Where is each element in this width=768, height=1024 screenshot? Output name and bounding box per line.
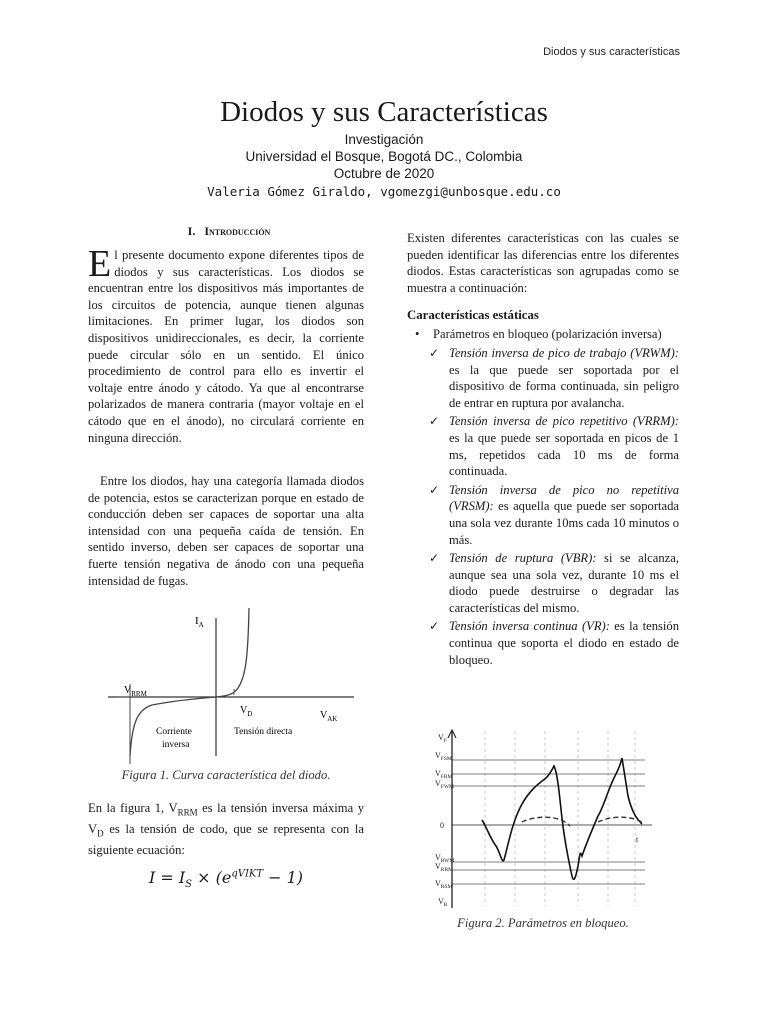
- label-forward: Tensión directa: [234, 727, 293, 737]
- parameter-list: [407, 345, 679, 668]
- parameter-item: [407, 482, 679, 548]
- forward-curve: [216, 608, 249, 697]
- label-vak: $V_{AK}$: [320, 710, 338, 723]
- section-title: Introducción: [204, 224, 271, 238]
- figure-2: [430, 726, 660, 911]
- parameter-item: [407, 550, 679, 616]
- parameter-term: Tensión inversa de pico de trabajo (VRWM):: [449, 345, 679, 360]
- figure-1-explanation: En la figura 1, $V_{RRM}$ es la tensión inversa máxima y $V_D$ es la tensión de codo, que se representa con la siguiente ecuación:: [88, 801, 364, 858]
- label-reverse-2: inversa: [162, 740, 190, 750]
- checkmark-icon: ✓: [429, 619, 440, 634]
- bullet-blocking-params: [407, 326, 679, 343]
- characteristics-intro: Existen diferentes características con las cuales se pueden identificar las diferencias entre los diferentes diodos. Estas características son agrupadas como se muestra a continuación:: [407, 231, 679, 295]
- parameter-item: [407, 618, 679, 668]
- label-vrrm: $V_{RRM}$: [124, 685, 147, 698]
- paper-subtitle: Investigación: [344, 132, 424, 147]
- parameter-description: es la tensión continua que soporta el diodo en estado de bloqueo.: [449, 619, 679, 667]
- diode-equation: $I = I_S \times (e^{qVIKT} - 1)$: [148, 868, 304, 891]
- svg-text:0: 0: [440, 821, 444, 830]
- parameter-term: Tensión de ruptura (VBR):: [449, 551, 597, 566]
- svg-text:VFWM: $V_{FWM}$: [435, 779, 454, 790]
- label-reverse-1: Corriente: [156, 727, 192, 737]
- label-ia: $I_A$: [195, 615, 204, 629]
- parameter-item: [407, 345, 679, 411]
- figure-2-caption: Figura 2. Parámetros en bloqueo.: [457, 916, 629, 930]
- paper-title: Diodos y sus Características: [220, 96, 548, 128]
- blocking-waveform-svg: [430, 726, 660, 911]
- checkmark-icon: ✓: [429, 345, 440, 360]
- intro-paragraph-2: Entre los diodos, hay una categoría llamada diodos de potencia, estos se caracterizan porque en estado de conducción deben ser capaces de soportar una alta intensidad con una pequeña caída de tensión. En sentido inverso, deben ser capaces de soportar una fuerte tensión negativa de ánodo con una pequeña intensidad de fugas.: [88, 474, 364, 588]
- svg-text:t: t: [636, 835, 639, 844]
- parameter-term: Tensión inversa de pico no repetitiva (VRSM):: [449, 482, 679, 514]
- svg-text:VRRM: $V_{RRM}$: [435, 862, 454, 873]
- grid: [485, 731, 635, 906]
- static-characteristics-heading: Características estáticas: [407, 308, 539, 323]
- section-numeral: I.: [187, 224, 196, 238]
- parameter-term: Tensión inversa de pico repetitivo (VRRM):: [449, 414, 679, 429]
- parameter-description: si se alcanza, aunque sea una sola vez, durante 10 ms el diodo puede destruirse o degradar las características del mismo.: [449, 551, 679, 615]
- right-column: [407, 230, 679, 668]
- affiliation: Universidad el Bosque, Bogotá DC., Colombia: [245, 149, 523, 164]
- diode-curve-svg: [108, 606, 358, 766]
- figure-1: [108, 606, 358, 766]
- level-labels: [435, 733, 639, 908]
- intro-paragraph-1: [88, 243, 364, 446]
- checkmark-icon: ✓: [429, 414, 440, 429]
- svg-text:VFSM: $V_{FSM}$: [435, 751, 452, 762]
- figure-1-text-block: [88, 800, 364, 859]
- level-lines: [452, 760, 652, 884]
- checkmark-icon: ✓: [429, 482, 440, 497]
- svg-text:VFRM: $V_{FRM}$: [435, 769, 453, 780]
- running-header: Diodos y sus características: [543, 46, 680, 58]
- parameter-item: [407, 413, 679, 479]
- svg-text:VRSM: $V_{RSM}$: [435, 879, 453, 890]
- parameter-description: es aquella que puede ser soportada una sola vez durante 10ms cada 10 minutos o más.: [449, 499, 679, 547]
- svg-text:VF: $V_F$: [438, 733, 447, 744]
- parameter-description: es la que puede ser soportada por el dispositivo de forma continuada, sin peligro de entrar en ruptura por avalancha.: [449, 362, 679, 410]
- svg-text:VRWM: $V_{RWM}$: [435, 853, 455, 864]
- svg-text:VR: $V_R$: [438, 897, 448, 908]
- author-line: Valeria Gómez Giraldo, vgomezgi@unbosque.edu.co: [207, 184, 561, 199]
- parameter-term: Tensión inversa continua (VR):: [449, 619, 610, 634]
- intro-paragraph-2-block: [88, 473, 364, 589]
- voltage-waveform: [482, 758, 642, 879]
- intro-paragraph-1-block: [88, 243, 364, 446]
- parameter-description: es la que puede ser soportada en picos de 1 ms, repetidos cada 10 ms de forma continuada.: [449, 430, 679, 479]
- checkmark-icon: ✓: [429, 551, 440, 566]
- bullet-dot: •: [415, 327, 420, 342]
- section-heading: [88, 224, 370, 239]
- figure-1-caption: Figura 1. Curva característica del diodo.: [121, 768, 331, 782]
- bullet-label: Parámetros en bloqueo (polarización inversa): [433, 327, 662, 342]
- date: Octubre de 2020: [333, 166, 435, 181]
- label-vd: $V_D$: [240, 705, 253, 718]
- intro-paragraph-1-text: l presente documento expone diferentes tipos de diodos y sus características. Los diodos se encuentran entre los dispositivos más importantes de los circuitos de potencia, aunque tienen algunas limitaciones. En primer lugar, los diodos son dispositivos unidireccionales, es decir, la corriente puede circular sólo en un sentido. El único procedimiento de control para ello es invertir el voltaje entre ánodo y cátodo. Ya que al encontrarse polarizados de manera contraria (mayor voltaje en el cátodo que en el ánodo), no circulará corriente en ninguna dirección.: [88, 248, 364, 445]
- dropcap: E: [88, 243, 112, 285]
